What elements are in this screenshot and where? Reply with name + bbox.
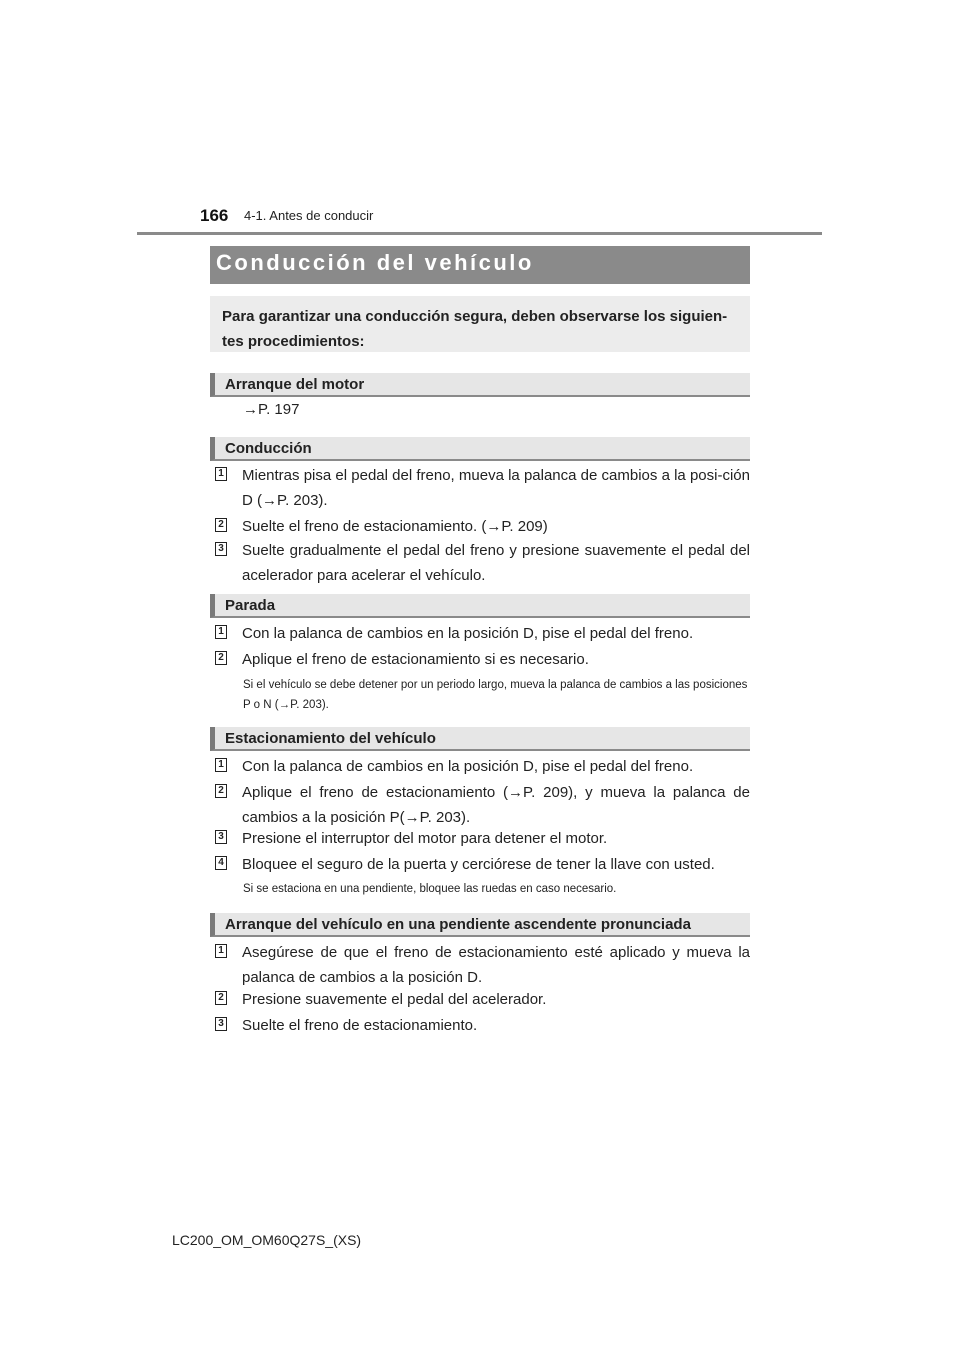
step-number-badge: 4 (215, 856, 227, 870)
step-item (215, 852, 750, 877)
step-text: Suelte el freno de estacionamiento. (→P. 209) (242, 518, 548, 535)
step-item (215, 780, 750, 830)
step-number-badge: 3 (215, 542, 227, 556)
step-text: Aplique el freno de estacionamiento si es necesario. (242, 651, 589, 668)
section-breadcrumb: 4-1. Antes de conducir (244, 208, 374, 223)
section-heading-driving (210, 437, 750, 461)
step-text: Presione suavemente el pedal del acelerador. (242, 991, 547, 1008)
step-item (215, 621, 750, 646)
section-heading-engine-start (210, 373, 750, 397)
step-number-badge: 3 (215, 830, 227, 844)
page-title: Conducción del vehículo (216, 250, 534, 275)
step-number-badge: 1 (215, 467, 227, 481)
step-number-badge: 1 (215, 758, 227, 772)
step-text: Suelte gradualmente el pedal del freno y presione suavemente el pedal del acelerador para acelerar el vehículo. (242, 542, 750, 584)
step-item (215, 463, 750, 513)
step-number-badge: 2 (215, 518, 227, 532)
section-heading-label: Arranque del motor (225, 376, 365, 393)
section-heading-label: Arranque del vehículo en una pendiente ascendente pronunciada (225, 916, 691, 933)
step-number-badge: 2 (215, 651, 227, 665)
section-heading-parking (210, 727, 750, 751)
step-number-badge: 2 (215, 991, 227, 1005)
step-number-badge: 3 (215, 1017, 227, 1031)
step-item (215, 987, 750, 1012)
step-item (215, 754, 750, 779)
note-text: Si el vehículo se debe detener por un periodo largo, mueva la palanca de cambios a las posiciones P o N (→P. 203). (243, 679, 748, 711)
header-divider (137, 232, 822, 235)
section-heading-label: Parada (225, 597, 276, 614)
step-text: Mientras pisa el pedal del freno, mueva la palanca de cambios a la posi-ción D (→P. 203). (242, 467, 750, 509)
step-item (215, 514, 750, 539)
section-heading-label: Conducción (225, 440, 312, 457)
step-number-badge: 1 (215, 625, 227, 639)
step-item (215, 538, 750, 588)
page-number: 166 (200, 206, 229, 225)
step-item (215, 1013, 750, 1038)
step-text: Bloquee el seguro de la puerta y cerciórese de tener la llave con usted. (242, 856, 715, 873)
step-text: Suelte el freno de estacionamiento. (242, 1017, 478, 1034)
note-text: Si se estaciona en una pendiente, bloquee las ruedas en caso necesario. (243, 883, 617, 895)
step-number-badge: 2 (215, 784, 227, 798)
step-text: Presione el interruptor del motor para detener el motor. (242, 830, 608, 847)
step-item (215, 647, 750, 672)
section-heading-hill-start (210, 913, 750, 937)
section-heading-stopping (210, 594, 750, 618)
step-text: Asegúrese de que el freno de estacionamiento esté aplicado y mueva la palanca de cambios a la posición D. (242, 944, 750, 986)
step-text: Con la palanca de cambios en la posición D, pise el pedal del freno. (242, 758, 694, 775)
step-item (215, 826, 750, 851)
step-item (215, 940, 750, 990)
step-text: Aplique el freno de estacionamiento (→P. 209), y mueva la palanca de cambios a la posición P(→P. 203). (242, 784, 750, 826)
document-code-footer: LC200_OM_OM60Q27S_(XS) (172, 1232, 362, 1248)
intro-text: Para garantizar una conducción segura, deben observarse los siguien-tes procedimientos: (222, 308, 728, 350)
section-heading-label: Estacionamiento del vehículo (225, 730, 436, 747)
page-reference-link[interactable]: →P. 197 (243, 401, 300, 418)
step-number-badge: 1 (215, 944, 227, 958)
step-text: Con la palanca de cambios en la posición D, pise el pedal del freno. (242, 625, 694, 642)
